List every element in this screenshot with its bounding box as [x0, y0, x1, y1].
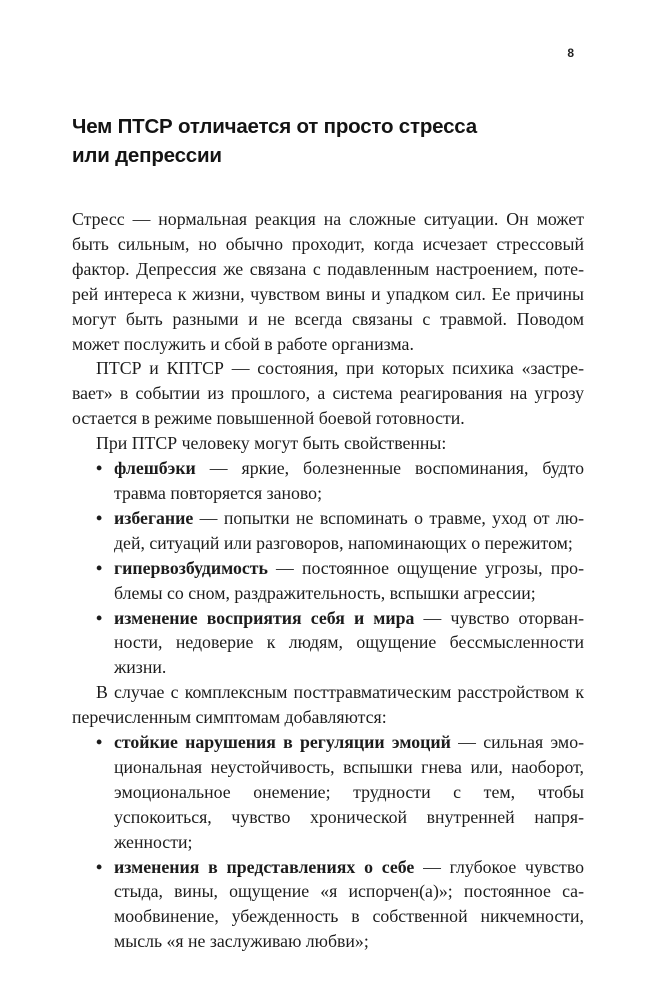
- body-text: [72, 207, 584, 954]
- paragraph-stress-depression: Стресс — нормальная реакция на сложные ситуации. Он может быть сильным, но обычно проходит, когда исчезает стрессовый фактор. Депрессия же связана с подавленным настроением, потерей интереса к жизни, чувством вины и упадком сил. Ее причины могут быть разными и не всегда связаны с травмой. Поводом может послужить и сбой в работе организма.: [72, 209, 584, 354]
- bullet-glyph: •: [96, 557, 103, 578]
- page-content: [72, 112, 584, 954]
- symptom-description: — попытки не вспоминать о травме, уход от людей, ситуаций или разговоров, напоминающих о пережитом;: [114, 507, 584, 553]
- cptsd-symptom-list: [72, 730, 584, 954]
- bullet-glyph: •: [96, 458, 103, 479]
- heading-line-1: Чем ПТСР отличается от просто стресса: [72, 115, 477, 138]
- list-item: [96, 556, 584, 606]
- ptsd-symptom-list: [72, 456, 584, 680]
- symptom-term: гипервозбудимость: [114, 557, 268, 578]
- symptom-term: флешбэки: [114, 458, 196, 479]
- bullet-glyph: •: [96, 732, 103, 753]
- bullet-glyph: •: [96, 507, 103, 528]
- list-item: [96, 506, 584, 556]
- symptom-term: изменение восприятия себя и мира: [114, 607, 415, 628]
- symptom-description: — глубокое чувство стыда, вины, ощущение «я испорчен(а)»; постоянное самообвинение, убежденность в собственной никчемности, мысль «я не заслуживаю любви»;: [114, 856, 584, 952]
- symptom-description: — постоянное ощущение угрозы, проблемы со сном, раздражительность, вспышки агрессии;: [114, 557, 584, 603]
- list-item: [96, 456, 584, 506]
- section-heading: [72, 112, 584, 170]
- list-item: [96, 730, 585, 855]
- paragraph-ptsd-cptsd: ПТСР и КПТСР — состояния, при которых психика «застревает» в событии из прошлого, а система реагирования на угрозу остается в режиме повышенной боевой готовности.: [72, 358, 584, 429]
- bullet-glyph: •: [96, 856, 103, 877]
- page-number: 8: [567, 46, 574, 60]
- symptom-description: — чувство оторванности, недоверие к людям, ощущение бессмысленности жизни.: [114, 607, 584, 678]
- paragraph-cptsd-intro: В случае с комплексным посттравматическим расстройством к перечисленным симптомам добавляются:: [72, 682, 584, 728]
- heading-line-2: или депрессии: [72, 144, 222, 167]
- list-item: [96, 606, 584, 681]
- paragraph-ptsd-intro: При ПТСР человеку могут быть свойственны:: [96, 433, 447, 454]
- symptom-term: избегание: [114, 507, 194, 528]
- symptom-description: — яркие, болезненные воспоминания, будто травма повторяется заново;: [114, 458, 584, 503]
- list-item: [96, 855, 584, 955]
- bullet-glyph: •: [96, 607, 103, 628]
- symptom-term: стойкие нарушения в регуляции эмоций: [114, 732, 451, 753]
- symptom-description: — сильная эмоциональная неустойчивость, вспышки гнева или, наоборот, эмоциональное онемение; трудности с тем, чтобы успокоиться, чувство хронической внутренней напряженности;: [114, 732, 585, 852]
- symptom-term: изменения в представлениях о себе: [114, 856, 415, 877]
